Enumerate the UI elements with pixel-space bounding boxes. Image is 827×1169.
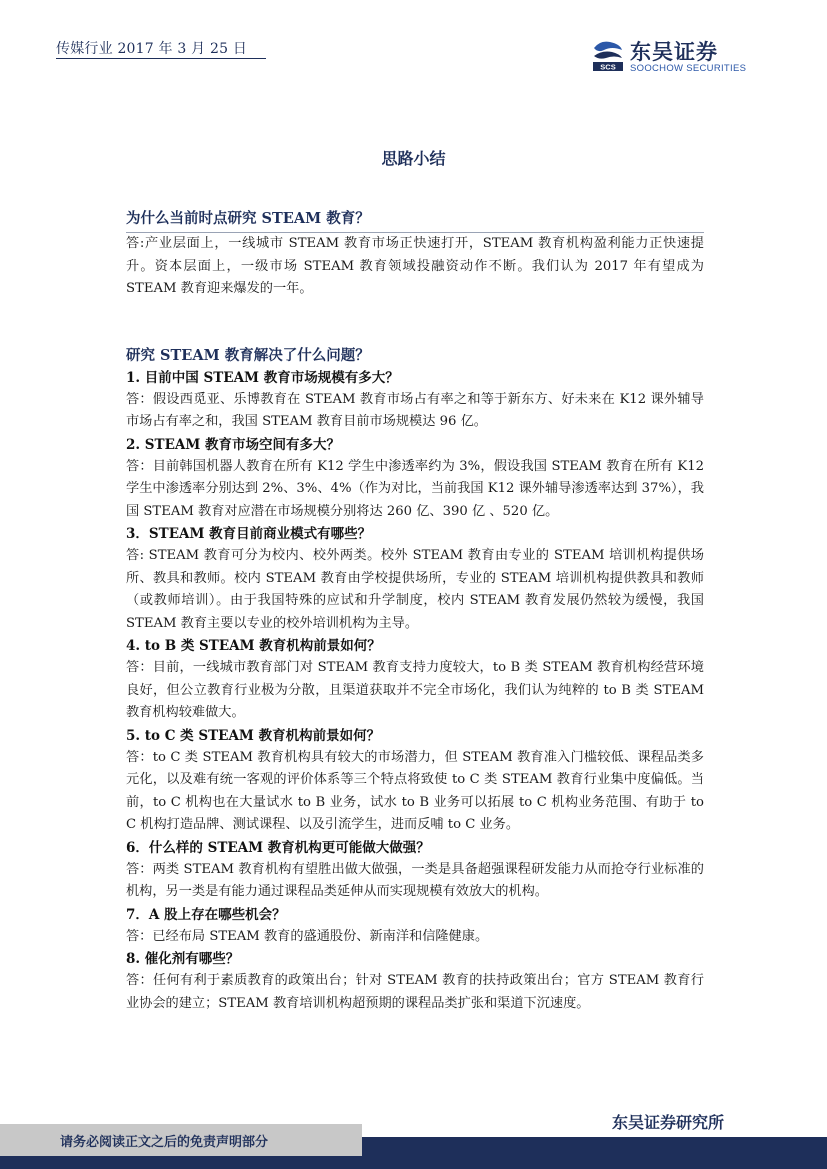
logo-chinese-name: 东吴证券 bbox=[630, 40, 718, 64]
qa-item bbox=[126, 635, 704, 725]
answer-text: 答：假设西觅亚、乐博教育在 STEAM 教育市场占有率之和等于新东方、好未来在 K12 课外辅导市场占有率之和，我国 STEAM 教育目前市场规模达 96 亿。 bbox=[126, 391, 704, 429]
qa-item bbox=[126, 725, 704, 837]
answer-text: 答：目前韩国机器人教育在所有 K12 学生中渗透率约为 3%，假设我国 STEAM 教育在所有 K12 学生中渗透率分别达到 2%、3%、4%（作为对比，当前我国 K12 课外辅导渗透率达到 37%），我国 STEAM 教育对应潜在市场规模分别将达 260 亿、390 亿 、520 亿。 bbox=[126, 458, 704, 519]
footer-bottom-bar bbox=[0, 1156, 827, 1169]
qa-item bbox=[126, 837, 704, 904]
question-heading: 6．什么样的 STEAM 教育机构更可能做大做强？ bbox=[126, 839, 430, 856]
qa-item bbox=[126, 523, 704, 635]
question-heading: 3．STEAM 教育目前商业模式有哪些？ bbox=[126, 526, 372, 542]
answer-text: 答：任何有利于素质教育的政策出台；针对 STEAM 教育的扶持政策出台；官方 STEAM 教育行业协会的建立；STEAM 教育培训机构超预期的课程品类扩张和渠道下沉速度。 bbox=[126, 973, 704, 1011]
question-heading: 7．A 股上存在哪些机会？ bbox=[126, 906, 286, 923]
logo-english-name: SOOCHOW SECURITIES bbox=[630, 63, 747, 74]
section-answer: 答:产业层面上，一线城市 STEAM 教育市场正快速打开，STEAM 教育机构盈利能力正快速提升。资本层面上，一级市场 STEAM 教育领域投融资动作不断。我们认为 2017 年有望成为 STEAM 教育迎来爆发的一年。 bbox=[126, 236, 704, 296]
answer-text: 答: STEAM 教育可分为校内、校外两类。校外 STEAM 教育由专业的 STEAM 培训机构提供场所、教具和教师。校内 STEAM 教育由学校提供场所，专业的 STEAM 培训机构提供教具和教师（或教师培训）。由于我国特殊的应试和升学制度，校内 STEAM 教育发展仍然较为缓慢，我国 STEAM 教育主要以专业的校外培训机构为主导。 bbox=[126, 548, 704, 631]
page-title: 思路小结 bbox=[381, 149, 446, 168]
question-heading: 4. to B 类 STEAM 教育机构前景如何？ bbox=[126, 638, 381, 654]
question-heading: 1. 目前中国 STEAM 教育市场规模有多大？ bbox=[126, 369, 399, 386]
answer-text: 答：两类 STEAM 教育机构有望胜出做大做强，一类是具备超强课程研发能力从而抢夺行业标准的机构，另一类是有能力通过课程品类延伸从而实现规模有效放大的机构。 bbox=[126, 861, 704, 899]
section-heading: 为什么当前时点研究 STEAM 教育？ bbox=[126, 210, 370, 227]
header-underline bbox=[56, 58, 266, 59]
qa-item bbox=[126, 948, 704, 1015]
company-logo bbox=[590, 36, 770, 76]
footer-disclaimer-box bbox=[0, 1124, 362, 1156]
answer-text: 答：目前，一线城市教育部门对 STEAM 教育支持力度较大，to B 类 STEAM 教育机构经营环境良好，但公立教育行业极为分散，且渠道获取并不完全市场化，我们认为纯粹的 to B 类 STEAM 教育机构较难做大。 bbox=[126, 660, 704, 720]
section-why-now bbox=[126, 208, 704, 301]
qa-item bbox=[126, 434, 704, 524]
report-body bbox=[126, 208, 704, 1015]
question-heading: 5. to C 类 STEAM 教育机构前景如何？ bbox=[126, 727, 381, 744]
footer-bar bbox=[362, 1137, 827, 1156]
logo-mark-text: SCS bbox=[600, 62, 616, 72]
answer-text: 答：已经布局 STEAM 教育的盛通股份、新南洋和信隆健康。 bbox=[126, 928, 489, 944]
qa-item bbox=[126, 904, 704, 949]
question-heading: 8. 催化剂有哪些？ bbox=[126, 951, 240, 967]
question-heading: 2. STEAM 教育市场空间有多大？ bbox=[126, 436, 340, 453]
qa-item bbox=[126, 367, 704, 434]
section-questions bbox=[126, 345, 704, 1016]
report-header-date: 传媒行业 2017 年 3 月 25 日 bbox=[56, 41, 248, 57]
answer-text: 答：to C 类 STEAM 教育机构具有较大的市场潜力，但 STEAM 教育准入门槛较低、课程品类多元化，以及难有统一客观的评价体系等三个特点将致使 to C 类 STEAM 教育行业集中度偏低。当前，to C 机构也在大量试水 to B 业务，试水 to B 业务可以拓展 to C 机构业务范围、有助于 to C 机构打造品牌、测试课程、以及引流学生，进而反哺 to C 业务。 bbox=[126, 749, 704, 832]
footer-disclaimer: 请务必阅读正文之后的免责声明部分 bbox=[60, 1135, 269, 1150]
footer-institute-name: 东吴证券研究所 bbox=[612, 1113, 725, 1132]
scs-logo-icon bbox=[590, 38, 626, 74]
section-heading: 研究 STEAM 教育解决了什么问题？ bbox=[126, 346, 370, 364]
